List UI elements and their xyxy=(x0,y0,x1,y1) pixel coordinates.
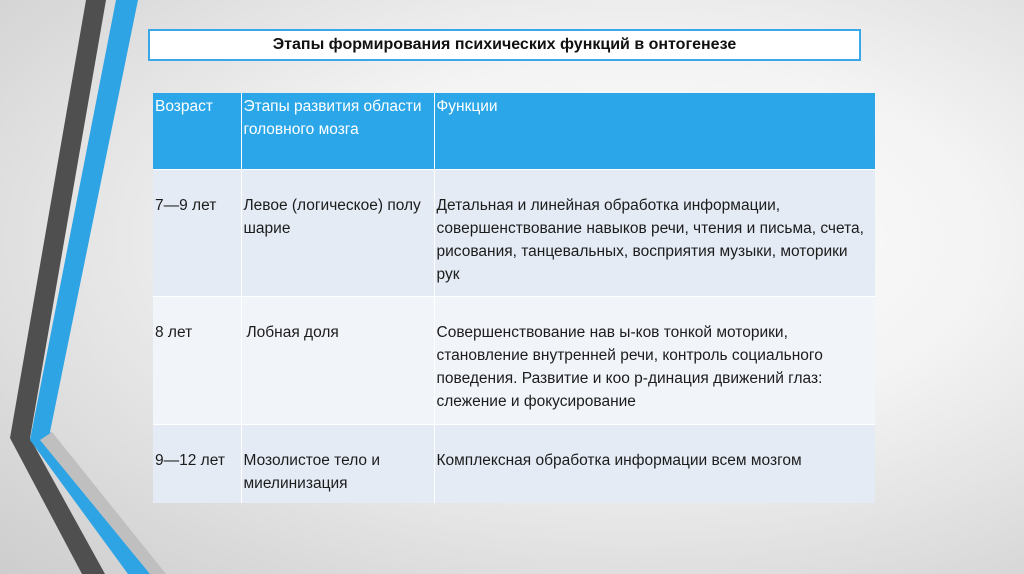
cell-brain-area: Левое (логическое) полу шарие xyxy=(241,169,434,296)
table-header-row xyxy=(153,93,875,169)
table-row xyxy=(153,424,875,503)
slide-title: Этапы формирования психических функций в онтогенезе xyxy=(272,36,737,53)
cell-age: 8 лет xyxy=(153,296,241,424)
cell-brain-area: Лобная доля xyxy=(241,296,434,424)
table-row xyxy=(153,296,875,424)
header-brain-area-stages: Этапы развития области головного мозга xyxy=(241,93,434,169)
cell-functions: Комплексная обработка информации всем мозгом xyxy=(434,424,875,503)
table-row xyxy=(153,169,875,296)
cell-age: 9—12 лет xyxy=(153,424,241,503)
header-age: Возраст xyxy=(153,93,241,169)
stages-table xyxy=(153,93,875,503)
cell-age: 7—9 лет xyxy=(153,169,241,296)
cell-functions: Детальная и линейная обработка информации, совершенствование навыков речи, чтения и письма, счета, рисования, танцевальных, восприятия музыки, моторики рук xyxy=(434,169,875,296)
slide-title-box xyxy=(148,29,861,61)
header-functions: Функции xyxy=(434,93,875,169)
cell-brain-area: Мозолистое тело и миелинизация xyxy=(241,424,434,503)
cell-functions: Совершенствование нав ы-ков тонкой моторики, становление внутренней речи, контроль социального поведения. Развитие и коо р-динация движений глаз: слежение и фокусирование xyxy=(434,296,875,424)
